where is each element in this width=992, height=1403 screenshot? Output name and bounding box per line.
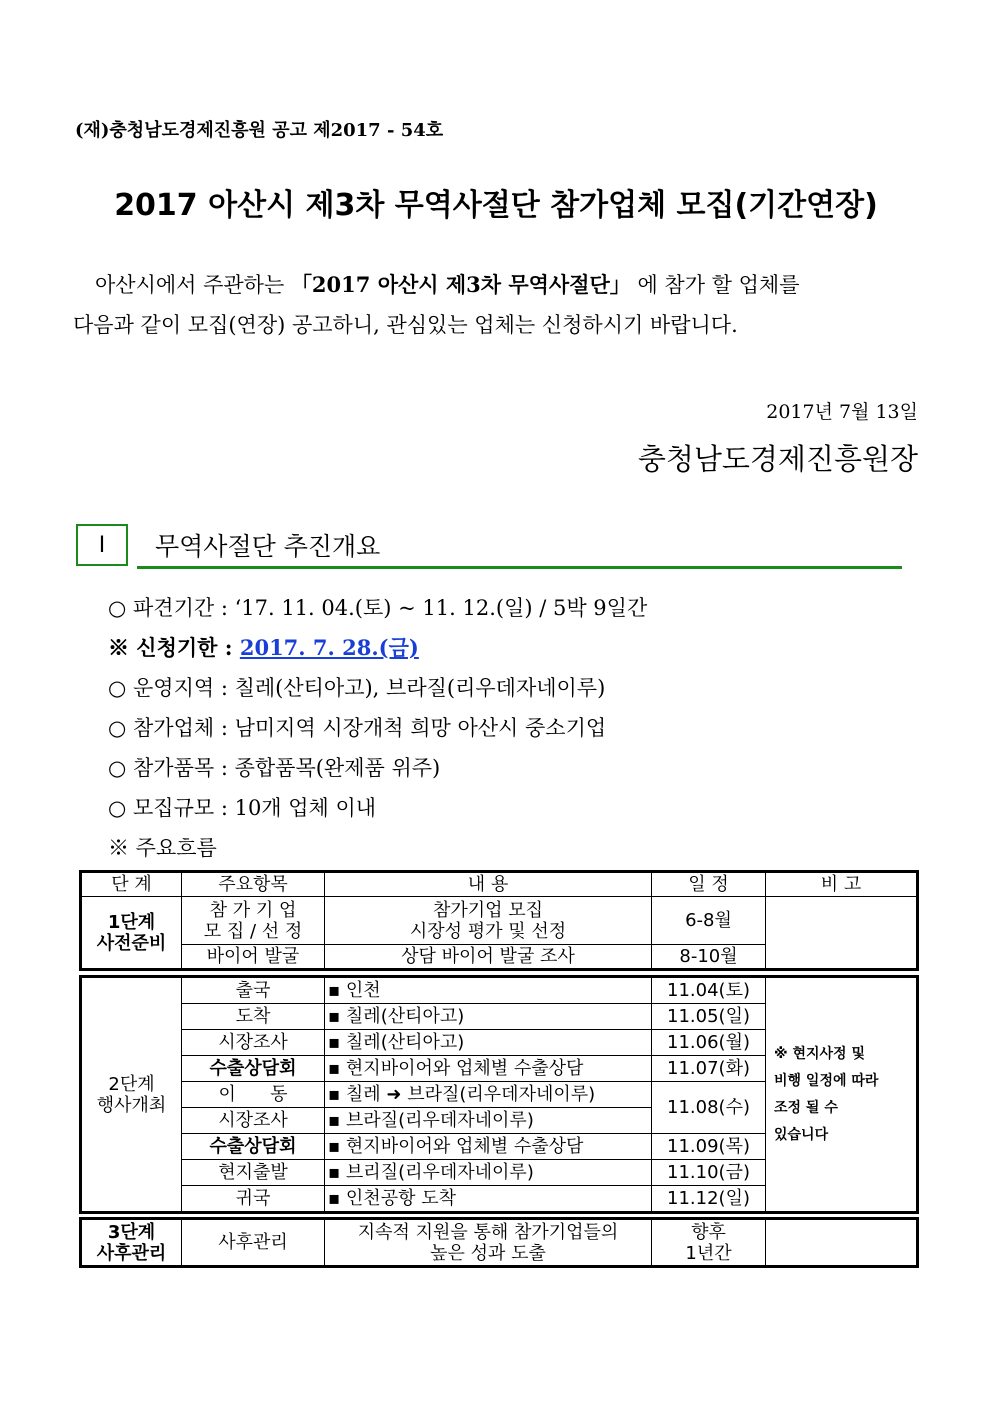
table-row <box>82 897 917 945</box>
stage-cell <box>82 897 182 969</box>
content-cell: ▪ 현지바이어와 업체별 수출상담 <box>325 1134 652 1160</box>
schedule-table-stage1 <box>79 870 919 971</box>
cell-line: 1년간 <box>685 1242 732 1264</box>
stage-sublabel: 사전준비 <box>96 932 167 954</box>
header-schedule: 일 정 <box>652 873 766 897</box>
item-cell: 수출상담회 <box>182 1056 325 1082</box>
item-label: ○ 모집규모 : <box>108 796 228 820</box>
item-products <box>108 752 440 782</box>
item-cell: 사후관리 <box>182 1220 325 1266</box>
cell-line: 시장성 평가 및 선정 <box>409 920 567 942</box>
cell-line: 지속적 지원을 통해 참가기업들의 <box>357 1221 619 1243</box>
item-recruit-scale <box>108 792 376 822</box>
content-cell: ▪ 칠레 ➜ 브라질(리우데자네이루) <box>325 1082 652 1108</box>
stage-cell <box>82 1220 182 1266</box>
stage-sublabel: 사후관리 <box>96 1242 167 1264</box>
item-application-deadline <box>108 632 419 662</box>
item-operating-region <box>108 672 605 702</box>
item-label: ○ 참가업체 : <box>108 716 228 740</box>
notice-number: (재)충청남도경제진흥원 공고 제2017 - 54호 <box>75 120 444 141</box>
table-header-row <box>82 873 917 897</box>
header-content: 내 용 <box>325 873 652 897</box>
item-cell: 바이어 발굴 <box>182 945 325 969</box>
stage-label: 3단계 <box>107 1221 156 1243</box>
schedule-cell <box>652 1220 766 1266</box>
schedule-cell: 11.05(일) <box>652 1004 766 1030</box>
item-label: ○ 운영지역 : <box>108 676 228 700</box>
item-label: ○ 참가품목 : <box>108 756 228 780</box>
item-participants <box>108 712 606 742</box>
item-cell: 도착 <box>182 1004 325 1030</box>
stage-label: 1단계 <box>107 911 156 933</box>
item-cell: 귀국 <box>182 1186 325 1212</box>
item-value: ‘17. 11. 04.(토) ~ 11. 12.(일) / 5박 9일간 <box>227 596 648 620</box>
intro-line1-prefix: 아산시에서 주관하는 <box>95 273 291 297</box>
note-line: 있습니다 <box>774 1126 829 1143</box>
content-cell: ▪ 칠레(산티아고) <box>325 1004 652 1030</box>
intro-line-1 <box>73 265 903 305</box>
item-dispatch-period <box>108 592 647 622</box>
remarks-cell <box>766 978 917 1212</box>
section-title: 무역사절단 추진개요 <box>155 532 381 561</box>
note-line: 비행 일정에 따라 <box>774 1072 879 1089</box>
content-cell <box>325 897 652 945</box>
intro-event-name: 「2017 아산시 제3차 무역사절단」 <box>290 272 631 297</box>
intro-line-2: 다음과 같이 모집(연장) 공고하니, 관심있는 업체는 신청하시기 바랍니다. <box>73 313 738 337</box>
schedule-table-stage2 <box>79 975 919 1214</box>
item-value: 남미지역 시장개척 희망 아산시 중소기업 <box>227 716 607 740</box>
cell-line: 높은 성과 도출 <box>430 1242 546 1264</box>
schedule-cell: 11.08(수) <box>652 1082 766 1134</box>
intro-line1-suffix: 에 참가 할 업체를 <box>630 273 800 297</box>
stage-cell <box>82 978 182 1212</box>
content-cell <box>325 1220 652 1266</box>
item-main-flow <box>108 832 217 862</box>
item-value: 칠레(산티아고), 브라질(리우데자네이루) <box>227 676 606 700</box>
content-cell: ▪ 브리질(리우데자네이루) <box>325 1160 652 1186</box>
cell-line: 참가기업 모집 <box>432 899 544 921</box>
schedule-cell: 11.12(일) <box>652 1186 766 1212</box>
deadline-date: 2017. 7. 28.(금) <box>239 635 419 660</box>
section-underline <box>137 566 902 569</box>
schedule-cell: 11.04(토) <box>652 978 766 1004</box>
remarks-cell <box>766 897 917 969</box>
item-cell <box>182 897 325 945</box>
schedule-cell: 11.07(화) <box>652 1056 766 1082</box>
item-cell: 시장조사 <box>182 1030 325 1056</box>
content-cell: 상담 바이어 발굴 조사 <box>325 945 652 969</box>
item-value: 10개 업체 이내 <box>227 796 377 820</box>
intro-paragraph <box>73 265 903 345</box>
section-number-box: Ⅰ <box>76 524 128 566</box>
remarks-cell <box>766 1220 917 1266</box>
schedule-cell: 6-8월 <box>652 897 766 945</box>
announcement-date: 2017년 7월 13일 <box>766 401 918 423</box>
content-cell: ▪ 인천 <box>325 978 652 1004</box>
cell-line: 모 집 / 선 정 <box>203 920 303 942</box>
content-cell: ▪ 칠레(산티아고) <box>325 1030 652 1056</box>
header-item: 주요항목 <box>182 873 325 897</box>
note-line: 조정 될 수 <box>774 1099 838 1116</box>
item-cell: 현지출발 <box>182 1160 325 1186</box>
stage-sublabel: 행사개최 <box>96 1094 167 1116</box>
schedule-table-stage3 <box>79 1217 919 1268</box>
item-cell: 수출상담회 <box>182 1134 325 1160</box>
item-cell: 출국 <box>182 978 325 1004</box>
schedule-cell: 11.10(금) <box>652 1160 766 1186</box>
content-cell: ▪ 브라질(리우데자네이루) <box>325 1108 652 1134</box>
note-line: ※ 현지사정 및 <box>774 1045 865 1062</box>
header-remarks: 비 고 <box>766 873 917 897</box>
organization-signature: 충청남도경제진흥원장 <box>637 442 918 476</box>
schedule-cell: 11.06(월) <box>652 1030 766 1056</box>
stage-label: 2단계 <box>108 1073 155 1095</box>
table-row <box>82 1220 917 1266</box>
item-cell: 시장조사 <box>182 1108 325 1134</box>
content-cell: ▪ 현지바이어와 업체별 수출상담 <box>325 1056 652 1082</box>
table-row <box>82 978 917 1004</box>
item-label: ※ 주요흐름 <box>108 836 217 860</box>
item-value: 종합품목(완제품 위주) <box>227 756 441 780</box>
schedule-cell: 8-10월 <box>652 945 766 969</box>
header-stage: 단 계 <box>82 873 182 897</box>
cell-line: 향후 <box>691 1221 726 1243</box>
item-label: ○ 파견기간 : <box>108 596 228 620</box>
item-label: ※ 신청기한 : <box>108 635 233 660</box>
page-title: 2017 아산시 제3차 무역사절단 참가업체 모집(기간연장) <box>114 188 878 223</box>
cell-line: 참 가 기 업 <box>209 899 297 921</box>
item-cell: 이 동 <box>182 1082 325 1108</box>
schedule-cell: 11.09(목) <box>652 1134 766 1160</box>
content-cell: ▪ 인천공항 도착 <box>325 1186 652 1212</box>
